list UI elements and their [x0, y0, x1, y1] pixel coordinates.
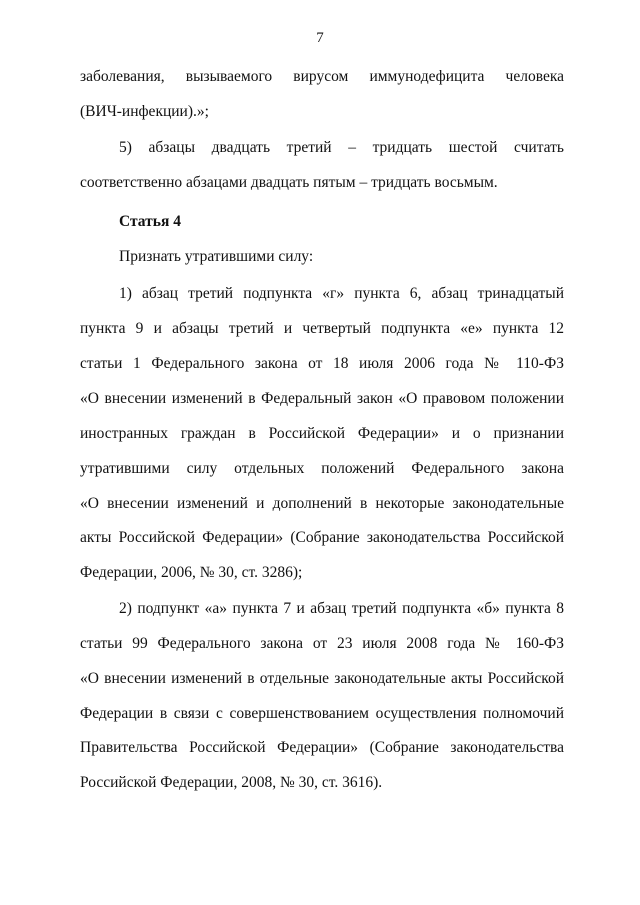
text-line: Российской Федерации, 2008, № 30, ст. 3616).: [80, 774, 383, 791]
text-line: Правительства Российской Федерации» (Собрание законодательства: [80, 739, 564, 756]
text-line: (ВИЧ-инфекции).»;: [80, 103, 209, 120]
text-line: соответственно абзацами двадцать пятым – тридцать восьмым.: [80, 174, 498, 191]
text-line: иностранных граждан в Российской Федерации» и о признании: [80, 425, 564, 442]
text-line: статьи 99 Федерального закона от 23 июля 2008 года № 160-ФЗ: [80, 635, 564, 652]
text-line: статьи 1 Федерального закона от 18 июля 2006 года № 110-ФЗ: [80, 355, 564, 372]
text-line: Федерации в связи с совершенствованием осуществления полномочий: [80, 705, 564, 722]
article-heading: Статья 4: [119, 213, 181, 230]
text-line: 2) подпункт «а» пункта 7 и абзац третий подпункта «б» пункта 8: [119, 600, 564, 617]
text-line: утратившими силу отдельных положений Федерального закона: [80, 460, 564, 477]
text-line: «О внесении изменений в отдельные законодательные акты Российской: [80, 670, 564, 687]
text-line: Федерации, 2006, № 30, ст. 3286);: [80, 564, 303, 581]
text-line: заболевания, вызываемого вирусом иммунодефицита человека: [80, 68, 564, 85]
text-line: «О внесении изменений и дополнений в некоторые законодательные: [80, 495, 564, 512]
text-line: пункта 9 и абзацы третий и четвертый подпункта «е» пункта 12: [80, 320, 564, 337]
page-number: 7: [316, 30, 324, 46]
text-line: «О внесении изменений в Федеральный закон «О правовом положении: [80, 390, 564, 407]
text-line: 5) абзацы двадцать третий – тридцать шестой считать: [119, 139, 564, 156]
text-line: акты Российской Федерации» (Собрание законодательства Российской: [80, 529, 564, 546]
text-line: Признать утратившими силу:: [119, 248, 314, 265]
text-line: 1) абзац третий подпункта «г» пункта 6, абзац тринадцатый: [119, 285, 564, 302]
